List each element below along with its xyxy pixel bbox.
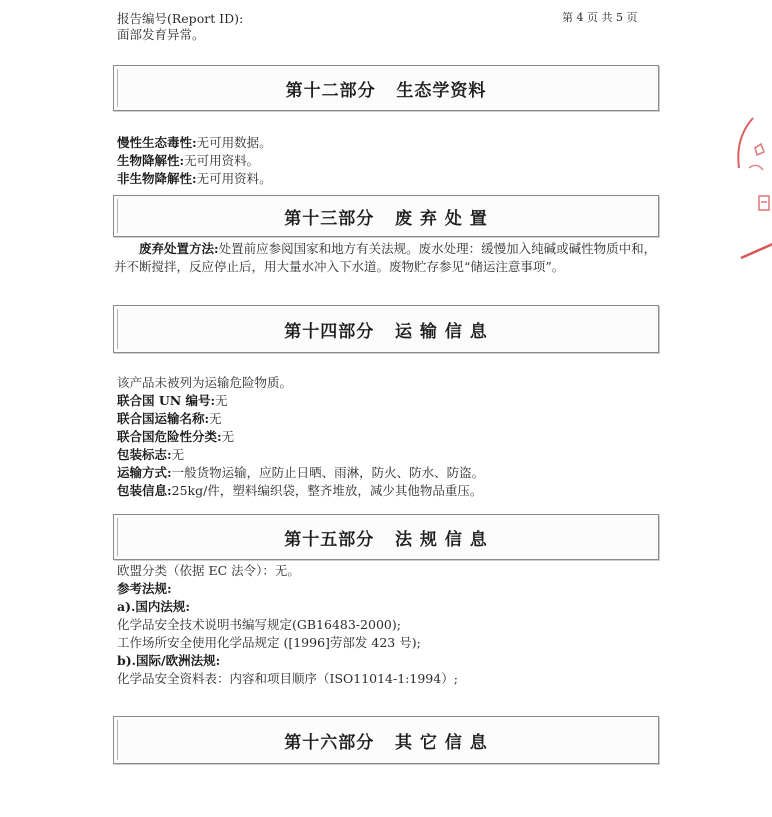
eco-item-label: 非生物降解性: (117, 171, 197, 186)
eco-item-value: 无可用资料。 (184, 153, 260, 168)
eco-item-chronic (117, 134, 272, 151)
intl-regulation-item: 化学品安全资料表：内容和项目顺序（ISO11014-1:1994）; (117, 671, 458, 686)
transport-item-value: 无 (215, 393, 228, 408)
transport-item-value: 一般货物运输，应防止日晒、雨淋，防火、防水、防盗。 (171, 465, 485, 480)
transport-item-value: 无 (209, 411, 222, 426)
transport-item-un-number (117, 392, 228, 409)
section-12-title: 第十二部分 生态学资料 (285, 80, 487, 101)
transport-item-package-info (117, 482, 482, 499)
domestic-regulation-item: 工作场所安全使用化学品规定 ([1996]劳部发 423 号); (117, 635, 421, 650)
eco-item-biodeg (117, 152, 259, 169)
page-info: 第 4 页 共 5 页 (562, 11, 638, 24)
section-12-header (113, 65, 659, 111)
transport-item-value: 无 (171, 447, 185, 462)
eco-item-value: 无可用数据。 (196, 135, 272, 150)
eu-classification: 欧盟分类（依据 EC 法令）：无。 (117, 563, 300, 578)
transport-item-value: 无 (221, 429, 235, 444)
disposal-method-label: 废弃处置方法: (139, 241, 219, 256)
reference-regulations-label: 参考法规: (117, 581, 172, 596)
red-seal-stamp (735, 108, 772, 278)
carryover-text: 面部发育异常。 (117, 27, 205, 42)
section-13-title: 第十三部分 废 弃 处 置 (284, 208, 488, 229)
intl-regulations-label: b).国际/欧洲法规: (117, 653, 221, 668)
section-14-header (113, 305, 659, 353)
eco-item-value: 无可用资料。 (196, 171, 272, 186)
transport-item-hazard-class (117, 428, 234, 445)
section-13-header (113, 195, 659, 237)
eco-item-label: 慢性生态毒性: (117, 135, 197, 150)
section-15-title: 第十五部分 法 规 信 息 (284, 529, 488, 550)
eco-item-abiodeg (117, 170, 272, 187)
section-14-title: 第十四部分 运 输 信 息 (284, 321, 488, 342)
transport-item-value: 25kg/件，塑料编织袋，整齐堆放，减少其他物品重压。 (171, 483, 483, 498)
transport-item-package-mark (117, 446, 184, 463)
transport-intro: 该产品未被列为运输危险物质。 (117, 375, 293, 390)
domestic-regulation-item: 化学品安全技术说明书编写规定(GB16483-2000); (117, 617, 401, 632)
transport-item-method (117, 464, 484, 481)
transport-item-label: 运输方式: (117, 465, 172, 480)
seal-arc-icon (735, 108, 772, 278)
transport-item-label: 包装标志: (117, 447, 172, 462)
transport-item-label: 联合国 UN 编号: (117, 393, 216, 408)
report-id-label: 报告编号(Report ID): (117, 11, 244, 26)
transport-item-label: 联合国危险性分类: (117, 429, 222, 444)
transport-item-label: 包装信息: (117, 483, 172, 498)
eco-item-label: 生物降解性: (117, 153, 185, 168)
domestic-regulations-label: a).国内法规: (117, 599, 190, 614)
section-16-title: 第十六部分 其 它 信 息 (284, 732, 488, 753)
section-15-header (113, 514, 659, 560)
transport-item-un-name (117, 410, 222, 427)
disposal-method-text: 处置前应参阅国家和地方有关法规。废水处理：缓慢加入纯碱或碱性物质中和，并不断搅拌，反应停止后，用大量水冲入下水道。废物贮存参见“储运注意事项”。 (114, 241, 657, 274)
disposal-paragraph (114, 240, 660, 276)
section-16-header (113, 716, 659, 764)
transport-item-label: 联合国运输名称: (117, 411, 210, 426)
